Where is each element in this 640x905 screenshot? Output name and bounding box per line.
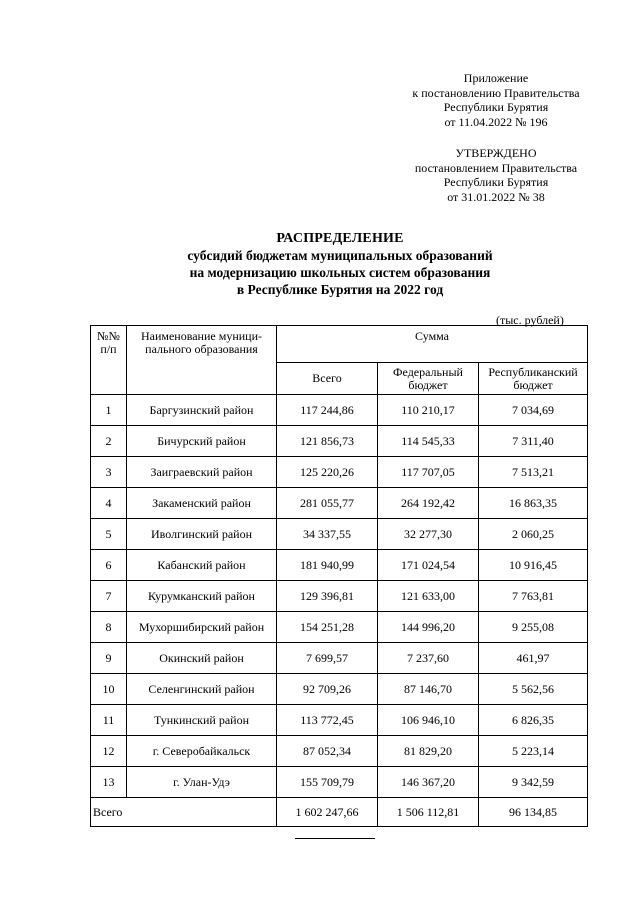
- appendix-note: [376, 71, 616, 129]
- cell-federal: 32 277,30: [378, 519, 479, 550]
- cell-name: г. Улан-Удэ: [127, 767, 277, 798]
- document-title: [90, 230, 590, 298]
- cell-name: Закаменский район: [127, 488, 277, 519]
- cell-federal: 114 545,33: [378, 426, 479, 457]
- cell-total: 92 709,26: [277, 674, 378, 705]
- approval-line: от 31.01.2022 № 38: [447, 189, 545, 204]
- table-row: [91, 705, 588, 736]
- header-federal-line: бюджет: [408, 377, 448, 392]
- cell-name: Окинский район: [127, 643, 277, 674]
- table-row: [91, 767, 588, 798]
- table-row: [91, 488, 588, 519]
- table-row: [91, 519, 588, 550]
- table-header-row: [91, 326, 588, 363]
- cell-total: 34 337,55: [277, 519, 378, 550]
- cell-total-federal: 1 506 112,81: [378, 798, 479, 827]
- cell-republic: 7 034,69: [479, 395, 588, 426]
- cell-num: 5: [91, 519, 127, 550]
- approval-line: Республики Бурятия: [443, 175, 549, 189]
- appendix-line: Приложение: [463, 71, 529, 85]
- cell-republic: 7 513,21: [479, 457, 588, 488]
- table-row: [91, 395, 588, 426]
- cell-name: Иволгинский район: [127, 519, 277, 550]
- cell-federal: 146 367,20: [378, 767, 479, 798]
- table-row: [91, 736, 588, 767]
- cell-name: Мухоршибирский район: [127, 612, 277, 643]
- cell-total: 155 709,79: [277, 767, 378, 798]
- cell-total-label: Всего: [91, 798, 277, 827]
- cell-federal: 171 024,54: [378, 550, 479, 581]
- cell-num: 1: [91, 395, 127, 426]
- cell-republic: 9 255,08: [479, 612, 588, 643]
- cell-federal: 144 996,20: [378, 612, 479, 643]
- title-main: РАСПРЕДЕЛЕНИЕ: [276, 231, 404, 246]
- header-number-line: №№: [97, 329, 120, 343]
- cell-republic: 7 311,40: [479, 426, 588, 457]
- cell-republic: 7 763,81: [479, 581, 588, 612]
- header-federal: [378, 363, 479, 395]
- table-total-row: [91, 798, 588, 827]
- table-row: [91, 426, 588, 457]
- cell-num: 11: [91, 705, 127, 736]
- header-republic-line: бюджет: [513, 377, 553, 392]
- cell-republic: 5 562,56: [479, 674, 588, 705]
- header-sum: Сумма: [277, 326, 588, 363]
- title-line: в Республике Бурятия на 2022 год: [236, 282, 444, 297]
- header-name: [127, 326, 277, 395]
- cell-republic: 6 826,35: [479, 705, 588, 736]
- cell-republic: 10 916,45: [479, 550, 588, 581]
- cell-total-total: 1 602 247,66: [277, 798, 378, 827]
- appendix-line: от 11.04.2022 № 196: [444, 114, 548, 129]
- cell-total: 281 055,77: [277, 488, 378, 519]
- cell-federal: 7 237,60: [378, 643, 479, 674]
- cell-num: 7: [91, 581, 127, 612]
- cell-total: 125 220,26: [277, 457, 378, 488]
- header-name-line: пального образования: [145, 342, 258, 356]
- cell-total: 121 856,73: [277, 426, 378, 457]
- cell-num: 6: [91, 550, 127, 581]
- cell-federal: 264 192,42: [378, 488, 479, 519]
- approval-line: постановлением Правительства: [414, 160, 578, 175]
- approval-line: УТВЕРЖДЕНО: [455, 146, 537, 160]
- header-number: [91, 326, 127, 395]
- distribution-table: [90, 325, 588, 827]
- cell-name: Баргузинский район: [127, 395, 277, 426]
- cell-federal: 117 707,05: [378, 457, 479, 488]
- cell-total: 117 244,86: [277, 395, 378, 426]
- cell-federal: 110 210,17: [378, 395, 479, 426]
- cell-total: 181 940,99: [277, 550, 378, 581]
- cell-num: 3: [91, 457, 127, 488]
- cell-num: 9: [91, 643, 127, 674]
- cell-name: Заиграевский район: [127, 457, 277, 488]
- table-row: [91, 457, 588, 488]
- cell-republic: 5 223,14: [479, 736, 588, 767]
- cell-republic: 16 863,35: [479, 488, 588, 519]
- table-row: [91, 550, 588, 581]
- header-federal-line: Федеральный: [393, 364, 463, 379]
- cell-num: 10: [91, 674, 127, 705]
- cell-num: 4: [91, 488, 127, 519]
- cell-republic: 9 342,59: [479, 767, 588, 798]
- title-line: субсидий бюджетам муниципальных образований: [187, 248, 493, 263]
- header-total: [277, 363, 378, 395]
- header-total-label: Всего: [312, 371, 342, 385]
- cell-federal: 121 633,00: [378, 581, 479, 612]
- table-row: [91, 674, 588, 705]
- cell-num: 8: [91, 612, 127, 643]
- title-line: на модернизацию школьных систем образования: [189, 265, 491, 280]
- cell-total: 113 772,45: [277, 705, 378, 736]
- cell-republic: 2 060,25: [479, 519, 588, 550]
- table-row: [91, 612, 588, 643]
- units-label: (тыс. рублей): [496, 313, 564, 327]
- appendix-line: к постановлению Правительства: [412, 85, 580, 100]
- cell-name: г. Северобайкальск: [127, 736, 277, 767]
- cell-num: 2: [91, 426, 127, 457]
- cell-federal: 81 829,20: [378, 736, 479, 767]
- cell-republic: 461,97: [479, 643, 588, 674]
- cell-name: Селенгинский район: [127, 674, 277, 705]
- cell-federal: 87 146,70: [378, 674, 479, 705]
- header-republic-line: Республиканский: [488, 364, 578, 379]
- table-row: [91, 581, 588, 612]
- cell-total: 7 699,57: [277, 643, 378, 674]
- cell-name: Бичурский район: [127, 426, 277, 457]
- cell-num: 12: [91, 736, 127, 767]
- cell-total-republic: 96 134,85: [479, 798, 588, 827]
- header-name-line: Наименование муници-: [140, 329, 263, 343]
- cell-total: 129 396,81: [277, 581, 378, 612]
- cell-federal: 106 946,10: [378, 705, 479, 736]
- header-number-line: п/п: [100, 342, 117, 356]
- table-row: [91, 643, 588, 674]
- cell-total: 87 052,34: [277, 736, 378, 767]
- cell-total: 154 251,28: [277, 612, 378, 643]
- cell-name: Кабанский район: [127, 550, 277, 581]
- cell-num: 13: [91, 767, 127, 798]
- header-republic: [479, 363, 588, 395]
- footer-rule: [295, 838, 375, 839]
- cell-name: Тункинский район: [127, 705, 277, 736]
- cell-name: Курумканский район: [127, 581, 277, 612]
- appendix-line: Республики Бурятия: [443, 100, 549, 114]
- approval-note: [376, 146, 616, 204]
